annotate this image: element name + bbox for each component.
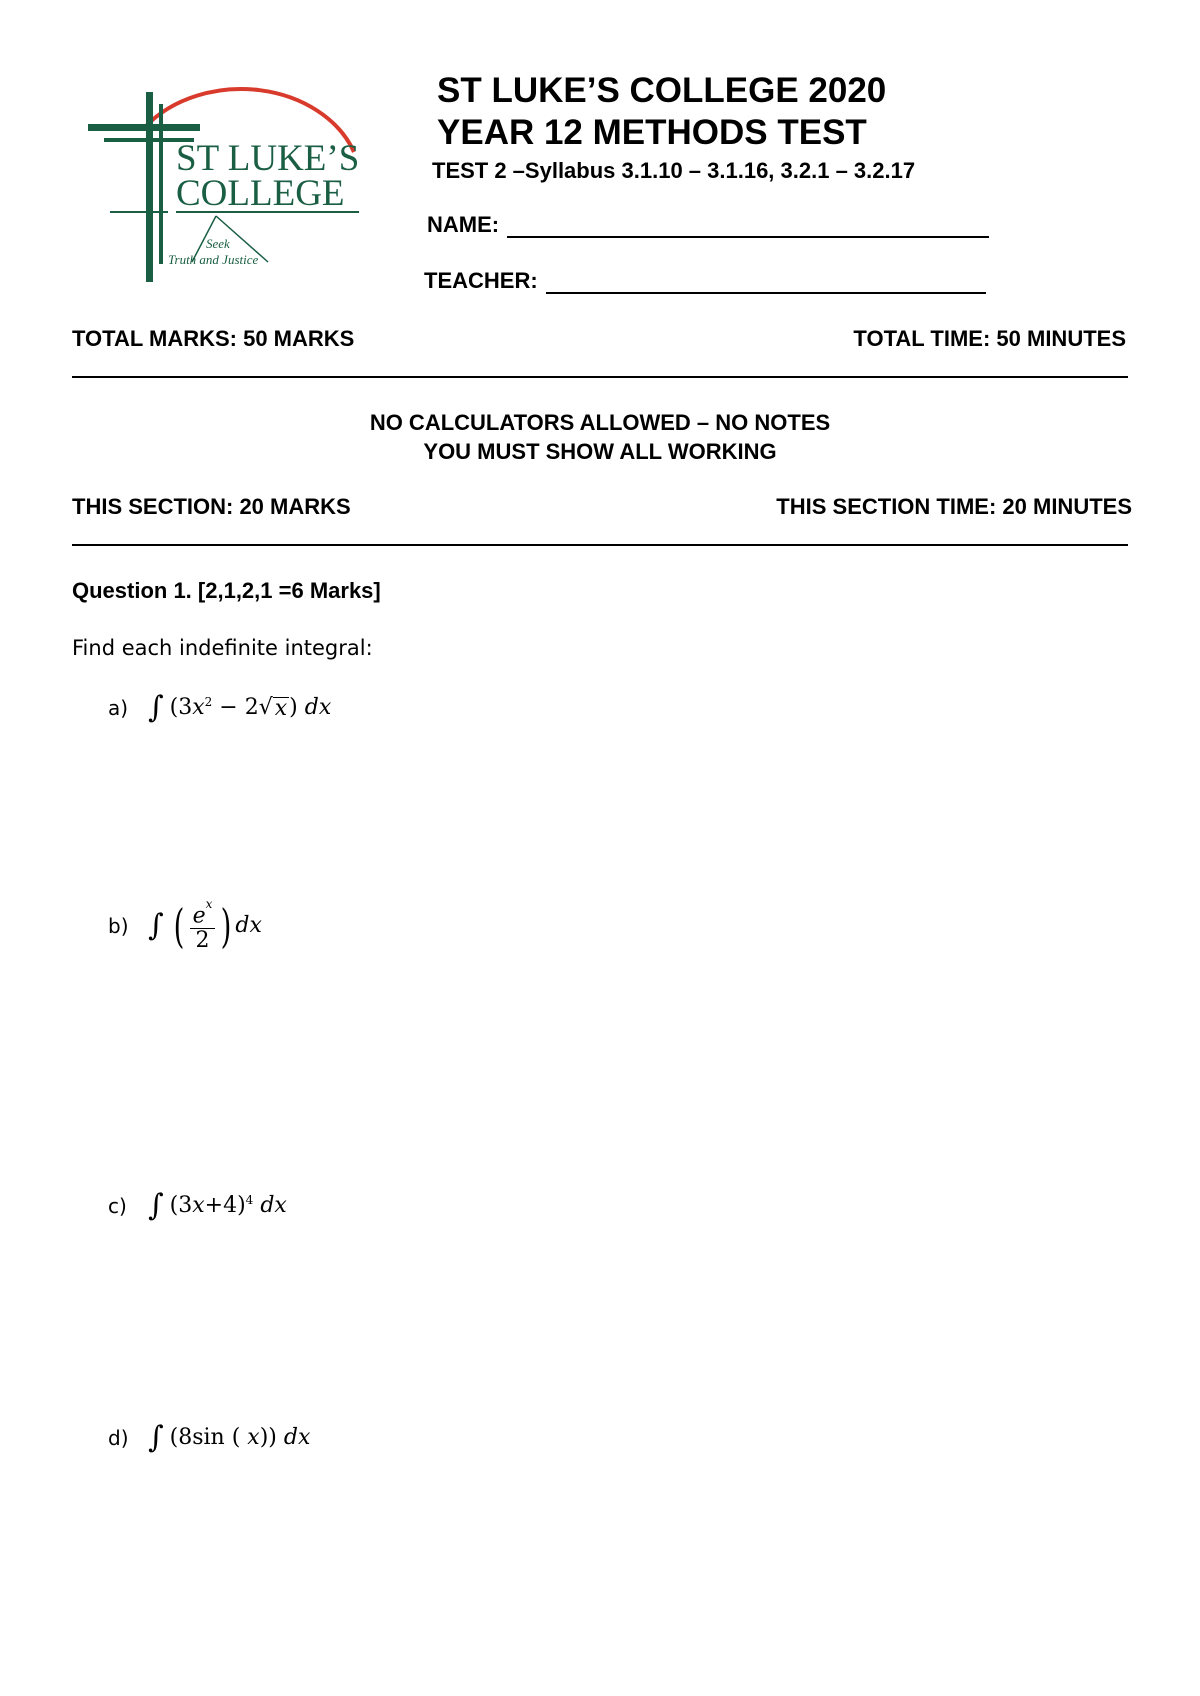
school-title: ST LUKE’S COLLEGE 2020 — [437, 71, 887, 110]
question-heading: Question 1. [2,1,2,1 =6 Marks] — [72, 578, 381, 603]
part-label: a) — [108, 695, 129, 720]
total-time: TOTAL TIME: 50 MINUTES — [853, 326, 1126, 351]
cross-horizontal-bar-1 — [88, 124, 200, 131]
question-instruction: Find each indefinite integral: — [72, 636, 373, 660]
teacher-label: TEACHER: — [424, 268, 538, 293]
part-expression: ∫ (3 x +4) 4 dx — [148, 1188, 287, 1223]
part-label: c) — [108, 1193, 127, 1218]
teacher-write-line[interactable] — [546, 274, 986, 294]
logo-motto-line1: Seek — [206, 236, 230, 251]
question-part-d — [108, 1420, 310, 1455]
divider-1 — [72, 376, 1128, 378]
section-time: THIS SECTION TIME: 20 MINUTES — [776, 494, 1132, 519]
cross-vertical-bar-1 — [146, 92, 153, 282]
part-expression: ∫ ( $\frac{e^x}{2}$ ) dx — [148, 897, 262, 954]
name-write-line[interactable] — [507, 218, 989, 238]
total-marks: TOTAL MARKS: 50 MARKS — [72, 326, 355, 351]
name-field — [427, 212, 989, 238]
section-marks: THIS SECTION: 20 MARKS — [72, 494, 351, 519]
part-expression: ∫ (8sin ( x )) dx — [148, 1420, 311, 1455]
question-part-c — [108, 1188, 287, 1223]
divider-2 — [72, 544, 1128, 546]
part-label: b) — [108, 913, 129, 938]
question-part-a — [108, 690, 331, 725]
part-expression: ∫ (3 x 2 − 2 √ x ) dx — [148, 690, 332, 725]
test-title: YEAR 12 METHODS TEST — [437, 113, 867, 152]
school-logo — [84, 86, 374, 292]
question-part-b — [108, 898, 262, 953]
logo-motto-line2: Truth and Justice — [168, 252, 259, 267]
instruction-line-1: NO CALCULATORS ALLOWED – NO NOTES — [369, 410, 831, 435]
syllabus-line: TEST 2 –Syllabus 3.1.10 – 3.1.16, 3.2.1 – 3.2.17 — [432, 158, 916, 183]
school-crest-icon — [84, 86, 374, 292]
name-label: NAME: — [427, 212, 500, 237]
part-label: d) — [108, 1425, 129, 1450]
instruction-line-2: YOU MUST SHOW ALL WORKING — [423, 439, 777, 464]
logo-text-line2: COLLEGE — [176, 173, 345, 214]
logo-text-line1: ST LUKE’S — [176, 138, 360, 179]
teacher-field — [424, 268, 986, 294]
